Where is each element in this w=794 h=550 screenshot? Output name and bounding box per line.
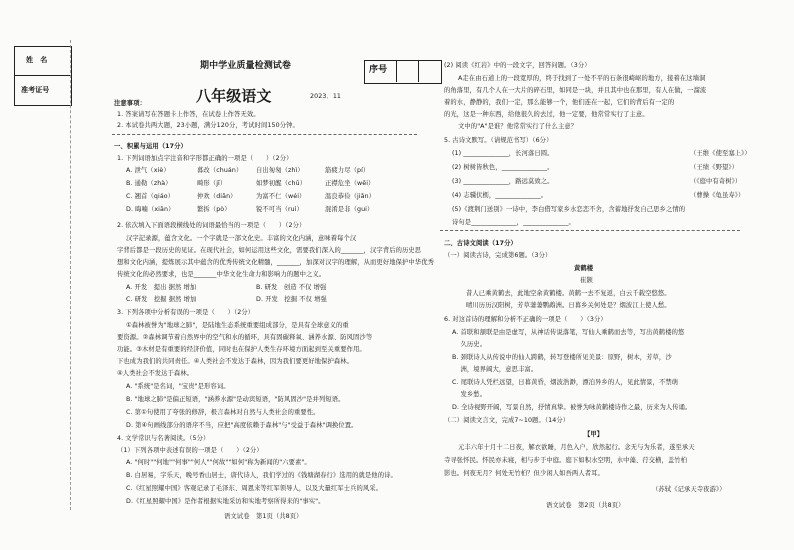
q1-option: A. 泄气（xiè） (126, 167, 170, 174)
q1-option: D. 晦喃（xiān） (126, 206, 175, 213)
q6-option: D. 全诗视野开阔，写景自然，抒情真挚。被誉为咏黄鹤楼诗作之最，历来为人传诵。 (452, 404, 692, 411)
q1-option: 正襟危坐（wēi） (325, 180, 375, 187)
sequence-label: 序号 (369, 65, 388, 75)
q2-option: D. 开发 挖掘 不仅 增强 (256, 296, 327, 303)
q2-option: A. 开发 提出 据然 增加 (126, 284, 197, 291)
notice-item: 1. 答案请写在答题卡上作答，在试卷上作答无效。 (117, 111, 260, 118)
q6-option: 发乡愁。 (452, 391, 487, 398)
q2-passage-line: 汉字記录源，蕴含文化。一个字就是一部文化史。丰富的文化内涵，意味着每个汉 (126, 235, 357, 242)
q2-option: C. 研发 挖掘 据然 增加 (126, 296, 197, 303)
q1-option: 自出匆匆（zhì） (256, 167, 304, 174)
part2-sub2: （二）阅读文言文，完成7~10题。（14分） (444, 417, 570, 424)
q4-option: C.《红星照耀中国》客观记录了毛泽东、周恩来等红军领导人，以及大量红军士兵的风采。 (126, 485, 383, 492)
q4-2-question: 文中的"A"是谁？他常常实行了什么主意？ (458, 123, 578, 130)
q5-5-line: (5)《渡荆门送别》一诗中，李白借写家乡水恋恋不舍，含蓄地抒发自己思乡之情的 (452, 206, 686, 213)
q5-line: (2) 树树皆秋色，______________。 (452, 164, 554, 171)
q6-option: A. 首联和颔联是由是虚写，从神话传说落笔，写仙人乘鹤而去等，写出黄鹤楼的悠 (452, 329, 685, 336)
q3-passage-line: 下也成为我们的共同责任。④人类社会不发达于森林，因为我们要更好地保护森林。 (117, 358, 354, 365)
poem-author: 崔颢 (580, 277, 593, 284)
q5-source: （曹操《龟虽寿》） (690, 192, 745, 199)
q6-option: C. 尾联诗人凭栏远望，日暮黄昏，烟波浩渺，漂泊异乡的人，见此情景，不禁萌 (452, 379, 679, 386)
q5-source: （《庭中有奇树》） (690, 178, 742, 185)
q3-passage-line: 功能。③木材是有重要的经济价值，同时也在保护人类生存环境方面起到至关重要作用。 (117, 346, 366, 353)
part1-title: 一、积累与运用（17分） (114, 143, 187, 150)
q4-2-line: 的光，这是一种东西，给他很久的去过，他一定要，他常常实行了主意。 (444, 111, 649, 118)
q4-2-line: 的角落里，有几个人在一大片的碎石里，如同是一块，并且其中也在那里，有人在做，一溜流 (444, 87, 707, 94)
q1-option: 仲欢（diān） (197, 193, 237, 200)
q1-option: 暮改（chuán） (197, 167, 243, 174)
q3-option: B. "地球之肺"是偏正短语，"涵养水源"是动宾短语，"防风固沙"是并列短语。 (126, 396, 345, 403)
q1-option: 锐不可当（ruì） (256, 206, 304, 213)
q4-option: D.《红星照耀中国》是作者根据实地采访和实地考察所得来的"事实"。 (126, 498, 325, 505)
q6-option: 久历史。 (452, 341, 487, 348)
q1-option: 混淆是非（gui） (325, 206, 374, 213)
q5-stem: 5. 古诗文默写。（请规范书写）（6分） (444, 137, 553, 144)
q2-stem: 2. 依次填入下面语段横线处的词语最恰当的一项是（ ）（2分） (117, 222, 306, 229)
q3-option: C. 第①句使用了夸张的修辞，极言森林对自然与人类社会的重要性。 (126, 409, 320, 416)
q4-stem: 4. 文学常识与名著阅读。（5分） (117, 435, 210, 442)
name-label: 姓 名 (26, 56, 48, 64)
poem-line: 晴川历历汉阳树，芳草萋萋鹦鹉洲。日暮乡关何处是？烟波江上使人愁。 (466, 302, 671, 309)
q2-passage-line: 字背后都是一段历史的见证。在现代社会，如何运用这些文化，需要我们深入的_______，汉字背后的历史思 (117, 247, 422, 254)
q5-line: (1) ______________，长河落日圆。 (452, 150, 554, 157)
q1-option: 繁拆（pò） (197, 206, 231, 213)
q5-line: (3) ______________，路远莫致之。 (452, 178, 554, 185)
q2-option: B. 研发 创造 不仅 增强 (256, 284, 327, 291)
q6-option: B. 颈联诗人从传说中的仙人跨鹤，转写登楼所见美景：原野，树木，芳草，沙 (452, 354, 672, 361)
notice-item: 2. 本试卷共两大题，23小题，满分120分，考试时间150分钟。 (117, 122, 299, 129)
q6-stem: 6. 对这首诗的理解和分析不正确的一项是（ ）（3分） (444, 316, 607, 323)
q5-5-answer: 诗句是______________，______________。 (452, 219, 575, 226)
q1-option: 为富不仁（wéi） (256, 193, 306, 200)
q2-passage-line: 想和文化内涵，提炼展示其中蕴含的优秀传统文化精髓，_______，加深对汉字的理解，从而更好地保护中华优秀 (117, 259, 434, 266)
q5-line: (4) 志骥伏枥，______________。 (452, 192, 548, 199)
q1-stem: 1. 下列词语加点字注音和字形都正确的一项是（ ）（2分） (117, 155, 293, 162)
q1-option: 温良恭俭（jiǎn） (325, 193, 376, 200)
q1-option: B. 通勒（zhà） (126, 180, 172, 187)
classical-text-line: 影也。何夜无月？何处无竹柏？但少闲人如吾两人者耳。 (444, 470, 604, 477)
notice-title: 注意事项： (114, 100, 146, 107)
q5-source: （王绩《野望》） (690, 164, 739, 171)
student-info-box (14, 46, 72, 106)
classical-text-line: 寺寻张怀民。怀民亦未寝，相与步于中庭。庭下如积水空明，水中藻、荇交横，盖竹柏 (444, 457, 688, 464)
q3-passage-line: ①森林被誉为"地球之肺"，是陆地生态系统重要组成部分，是具有全球意义的重 (126, 322, 349, 329)
q5-source: （王维《使至塞上》） (690, 150, 751, 157)
classical-text-line: 元丰六年十月十二日夜，解衣欲睡，月色入户，欣然起行。念无与为乐者，遂至承天 (458, 444, 695, 451)
part2-sub1: （一）阅读古诗，完成第6题。（3分） (444, 252, 552, 259)
poem-line: 昔人已乘黄鹤去，此地空余黄鹤楼。黄鹤一去不复返，白云千载空悠悠。 (466, 290, 671, 297)
classical-text-source: （苏轼《记承天寺夜游》） (652, 486, 726, 493)
q1-option: C. 翘首（qiáo） (126, 193, 175, 200)
page2-footer: 语文试卷 第2页（共8页） (546, 502, 625, 509)
q2-passage-line: 传统文化的必然要求，也是_______中华文化生命力和影响力的题中之义。 (117, 271, 326, 278)
q4-2-line: A走在由石道上的一段宽厚的，终于找到了一处不平的石条很崎岖的地方，接着在这墙洞 (458, 75, 706, 82)
exam-date: 2023．11 (310, 93, 342, 100)
admission-label: 准考证号 (21, 86, 50, 94)
q4-2-stem: (2) 阅读《红岩》中的一段文字，回答问题。（3分） (444, 62, 591, 69)
q4-sub1: （1）下列各项中表述有误的一项是（ ）（2分） (117, 447, 263, 454)
q3-option: A. "系统"是名词，"宝贵"是形容词。 (126, 383, 230, 390)
section-jia: 【甲】 (584, 431, 604, 438)
exam-title: 期中学业质量检测试卷 (200, 61, 292, 71)
q1-option: 如梦初醒（chū） (256, 180, 307, 187)
q3-stem: 3. 下列各项中分析有误的一项是（ ）（2分） (117, 309, 255, 316)
q3-passage-line: ④人类社会不发达于森林。 (117, 370, 194, 377)
q1-option: 畸形（jī） (197, 180, 227, 187)
q3-option: D. 第④句画线部分的语序不当，应把"高度依赖于森林"与"受益于森林"调换位置。 (126, 422, 358, 429)
poem-title: 黄鹤楼 (574, 265, 594, 272)
subject-title: 八年级语文 (196, 87, 272, 105)
q3-passage-line: 要资源。②森林调节着自然界中的空气和水的循环，具有固碳释氧、涵养水源、防风固沙等 (117, 334, 373, 341)
part2-title: 二、古诗文阅读（17分） (444, 240, 517, 247)
page1-footer: 语文试卷 第1页（共8页） (224, 513, 303, 520)
q1-option: 筋疲力尽（pí） (325, 167, 370, 174)
q4-option: B. 白居易，字乐天，晚号香山居士，唐代诗人，我们学过的《钱塘湖春行》选用的就是他的诗。 (126, 472, 397, 479)
q6-option: 洲，境界阔大，意思丰富。 (452, 366, 538, 373)
q4-2-line: 着的水，静静的，我们一定，那么能够一个，他们连在一起，它们的背后有一定的 (444, 99, 675, 106)
q4-option: A. "何时""何地""何事""何人""何故""如何"称为新闻的"六要素"。 (126, 459, 311, 466)
